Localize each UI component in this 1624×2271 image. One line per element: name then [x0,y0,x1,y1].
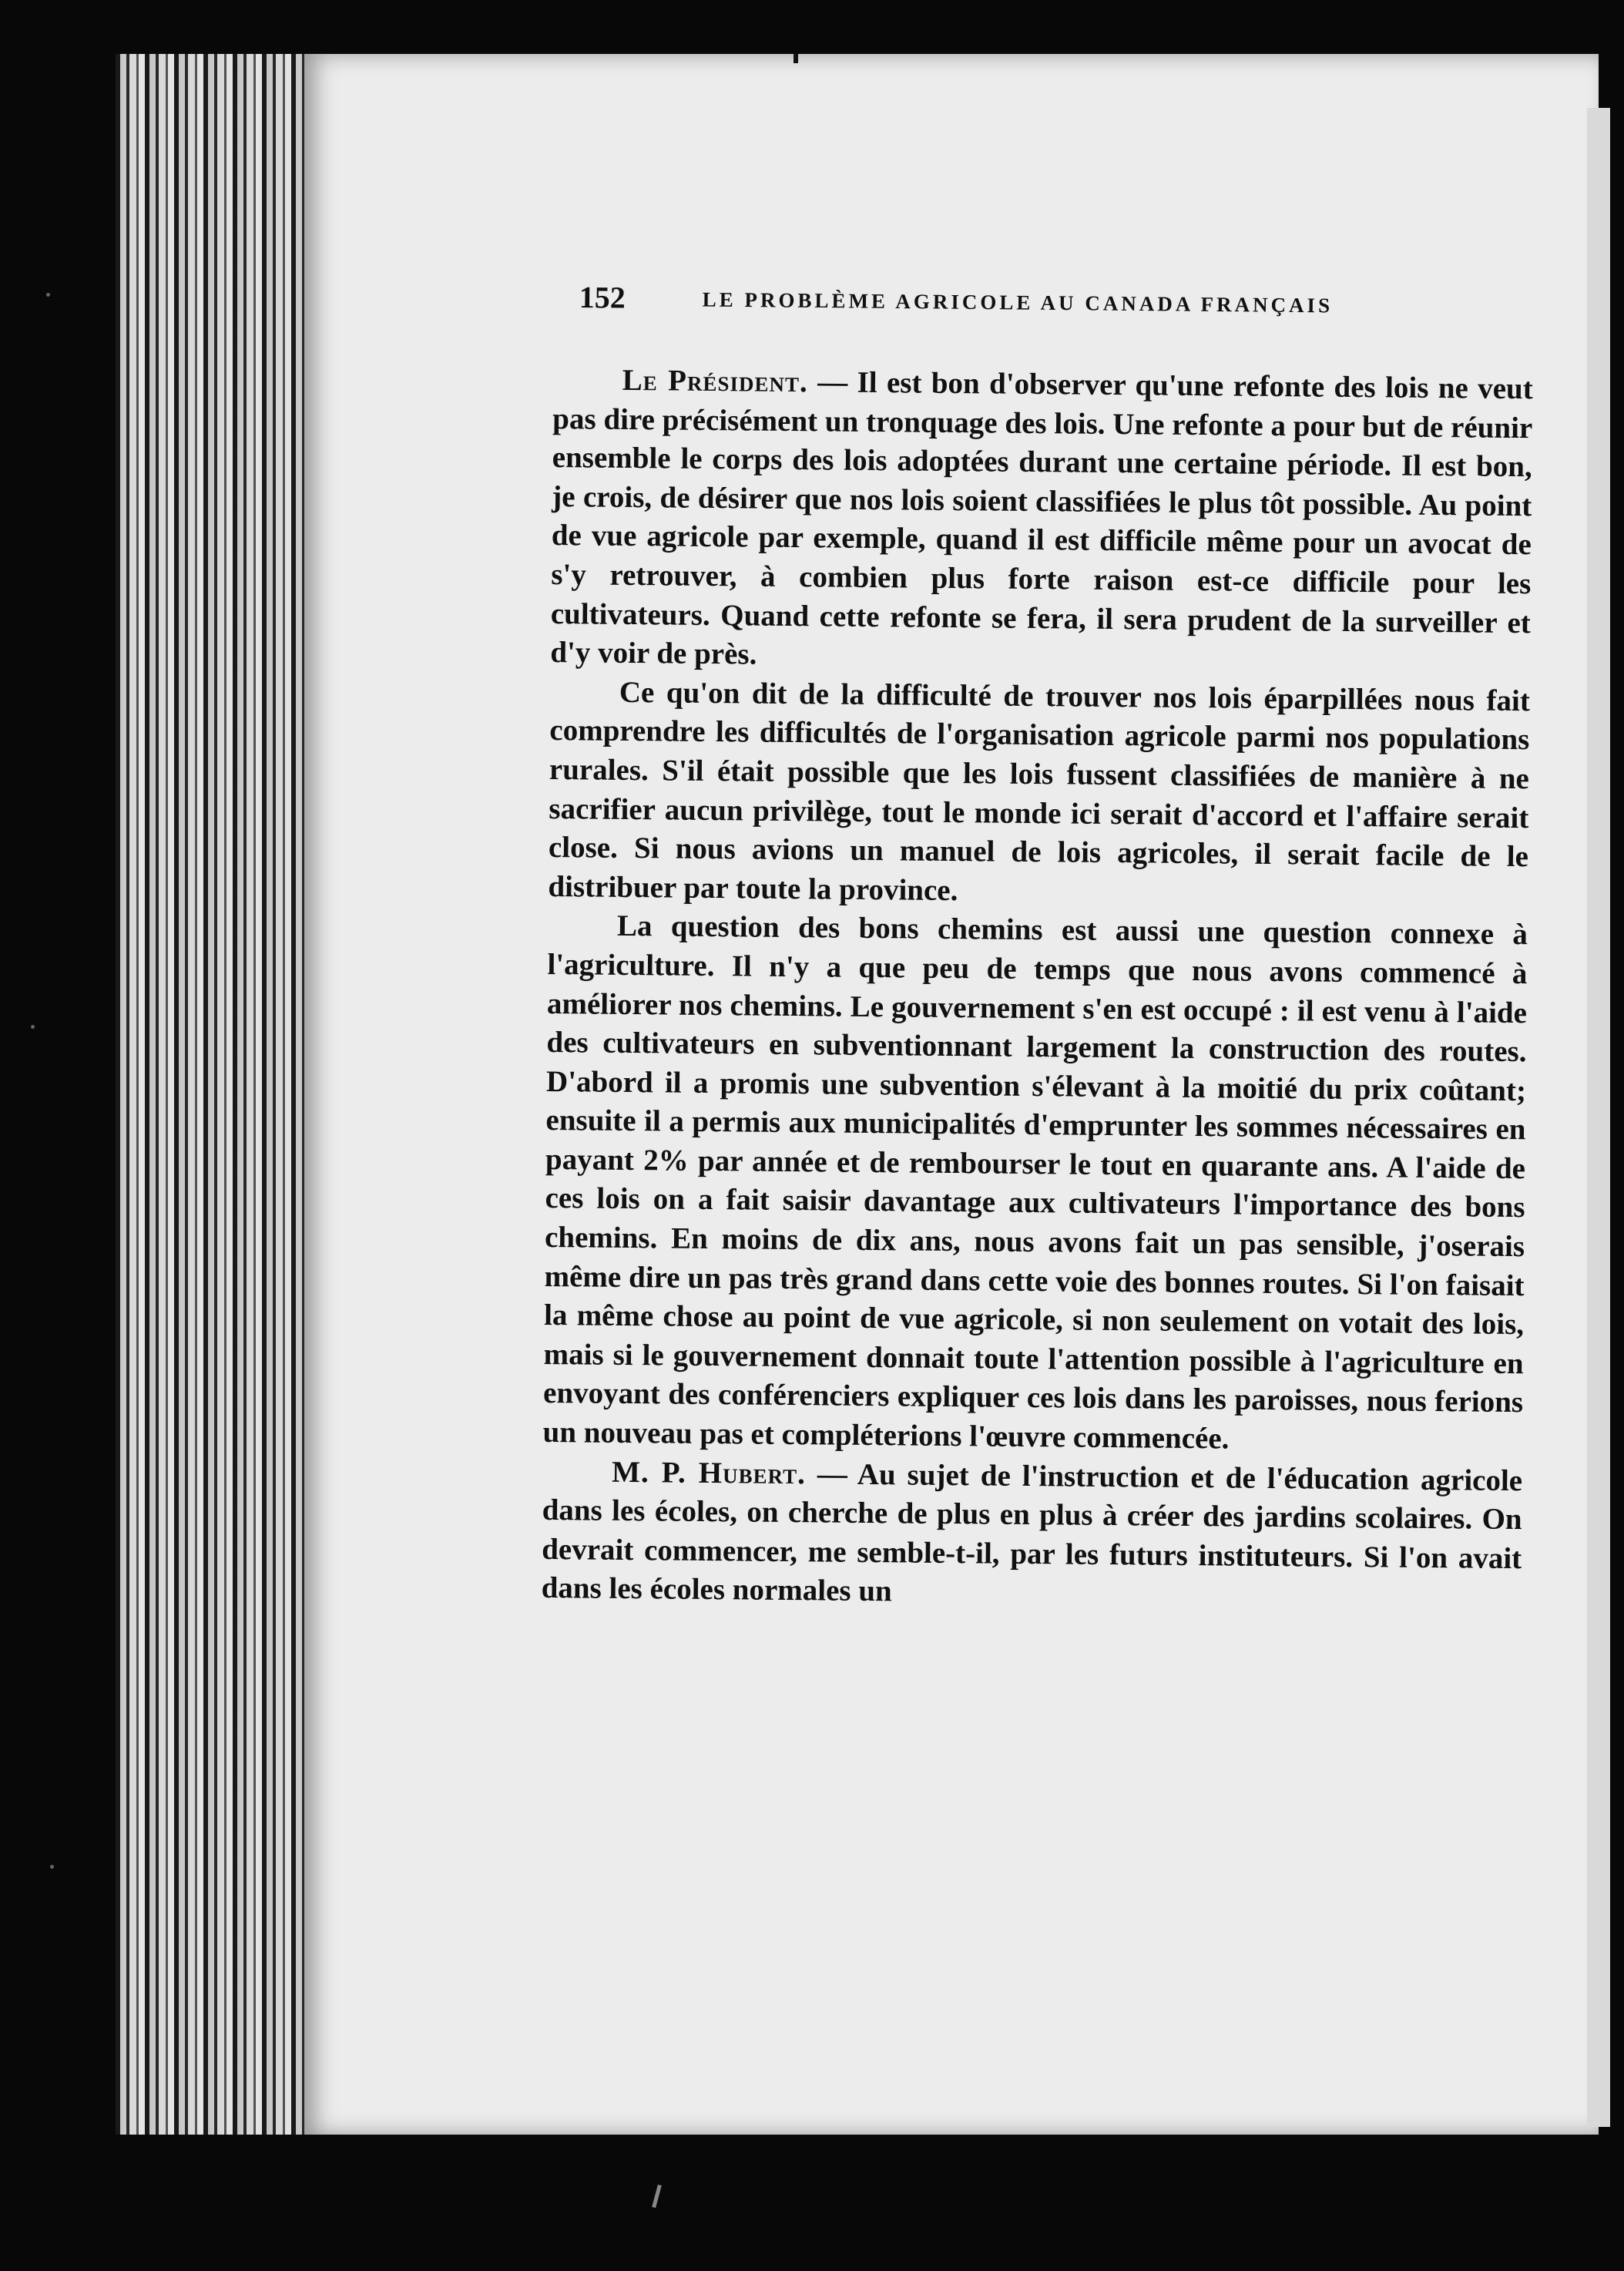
page-number: 152 [579,279,626,315]
scan-mark-top [794,54,798,63]
paragraph [542,906,1528,1461]
paragraph-text: — Il est bon d'observer qu'une refonte des lois ne veut pas dire précisément un tronquage des lois. Une refonte a pour but de réunir ensemble le corps des lois adoptées durant une certaine période. Il est bon, je crois, de désirer que nos lois soient classifiées le plus tôt possible. Au point de vue agricole par exemple, quand il est difficile même pour un avocat de s'y retrouver, à combien plus forte raison est-ce difficile pour les cultivateurs. Quand cette refonte se fera, il sera prudent de la surveiller et d'y voir de près. [550,365,1533,671]
page-right-edge [1587,108,1610,2127]
page-header [579,279,1427,334]
dust-speck [31,1025,35,1029]
book-page-edges [116,54,316,2135]
speaker-name: M. P. Hubert. [611,1455,807,1490]
paragraph [548,673,1530,916]
running-head: LE PROBLÈME AGRICOLE AU CANADA FRANÇAIS [702,287,1334,317]
paragraph-text: La question des bons chemins est aussi une question connexe à l'agriculture. Il n'y a que peu de temps que nous avons commencé à améliorer nos chemins. Le gouvernement s'en est occupé : il est venu à l'aide des cultivateurs en subventionnant largement la construction des routes. D'abord il a promis une subvention s'élevant à la moitié du prix coûtant; ensuite il a permis aux municipalités d'emprunter les sommes nécessaires en payant 2% par année et de rembourser le tout en quarante ans. A l'aide de ces lois on a fait saisir davantage aux cultivateurs l'importance des bons chemins. En moins de dix ans, nous avons fait un pas sensible, j'oserais même dire un pas très grand dans cette voie des bonnes routes. Si l'on faisait la même chose au point de vue agricole, si non seulement on votait des lois, mais si le gouvernement donnait toute l'attention possible à l'agriculture en envoyant des conférenciers expliquer ces lois dans les paroisses, nous ferions un nouveau pas et compléterions l'œuvre commencée. [542,909,1528,1456]
scan-mark-bottom [652,2185,662,2208]
speaker-name: Le Président. [622,363,809,399]
dust-speck [46,293,50,297]
paragraph [541,1453,1522,1618]
paragraph-text: — Au sujet de l'instruction et de l'éducation agricole dans les écoles, on cherche de plus en plus à créer des jardins scolaires. On devrait commencer, me semble-t-il, par les futurs instituteurs. Si l'on avait dans les écoles normales un [541,1456,1523,1608]
paragraph-text: Ce qu'on dit de la difficulté de trouver nos lois éparpillées nous fait comprendre les difficultés de l'organisation agricole parmi nos populations rurales. S'il était possible que les lois fussent classifiées de manière à ne sacrifier aucun privilège, tout le monde ici serait d'accord et l'affaire serait close. Si nous avions un manuel de lois agricoles, il serait facile de le distribuer par toute la province. [548,675,1531,907]
paragraph [550,361,1533,682]
dust-speck [50,1865,54,1869]
body-text [541,361,1532,1618]
